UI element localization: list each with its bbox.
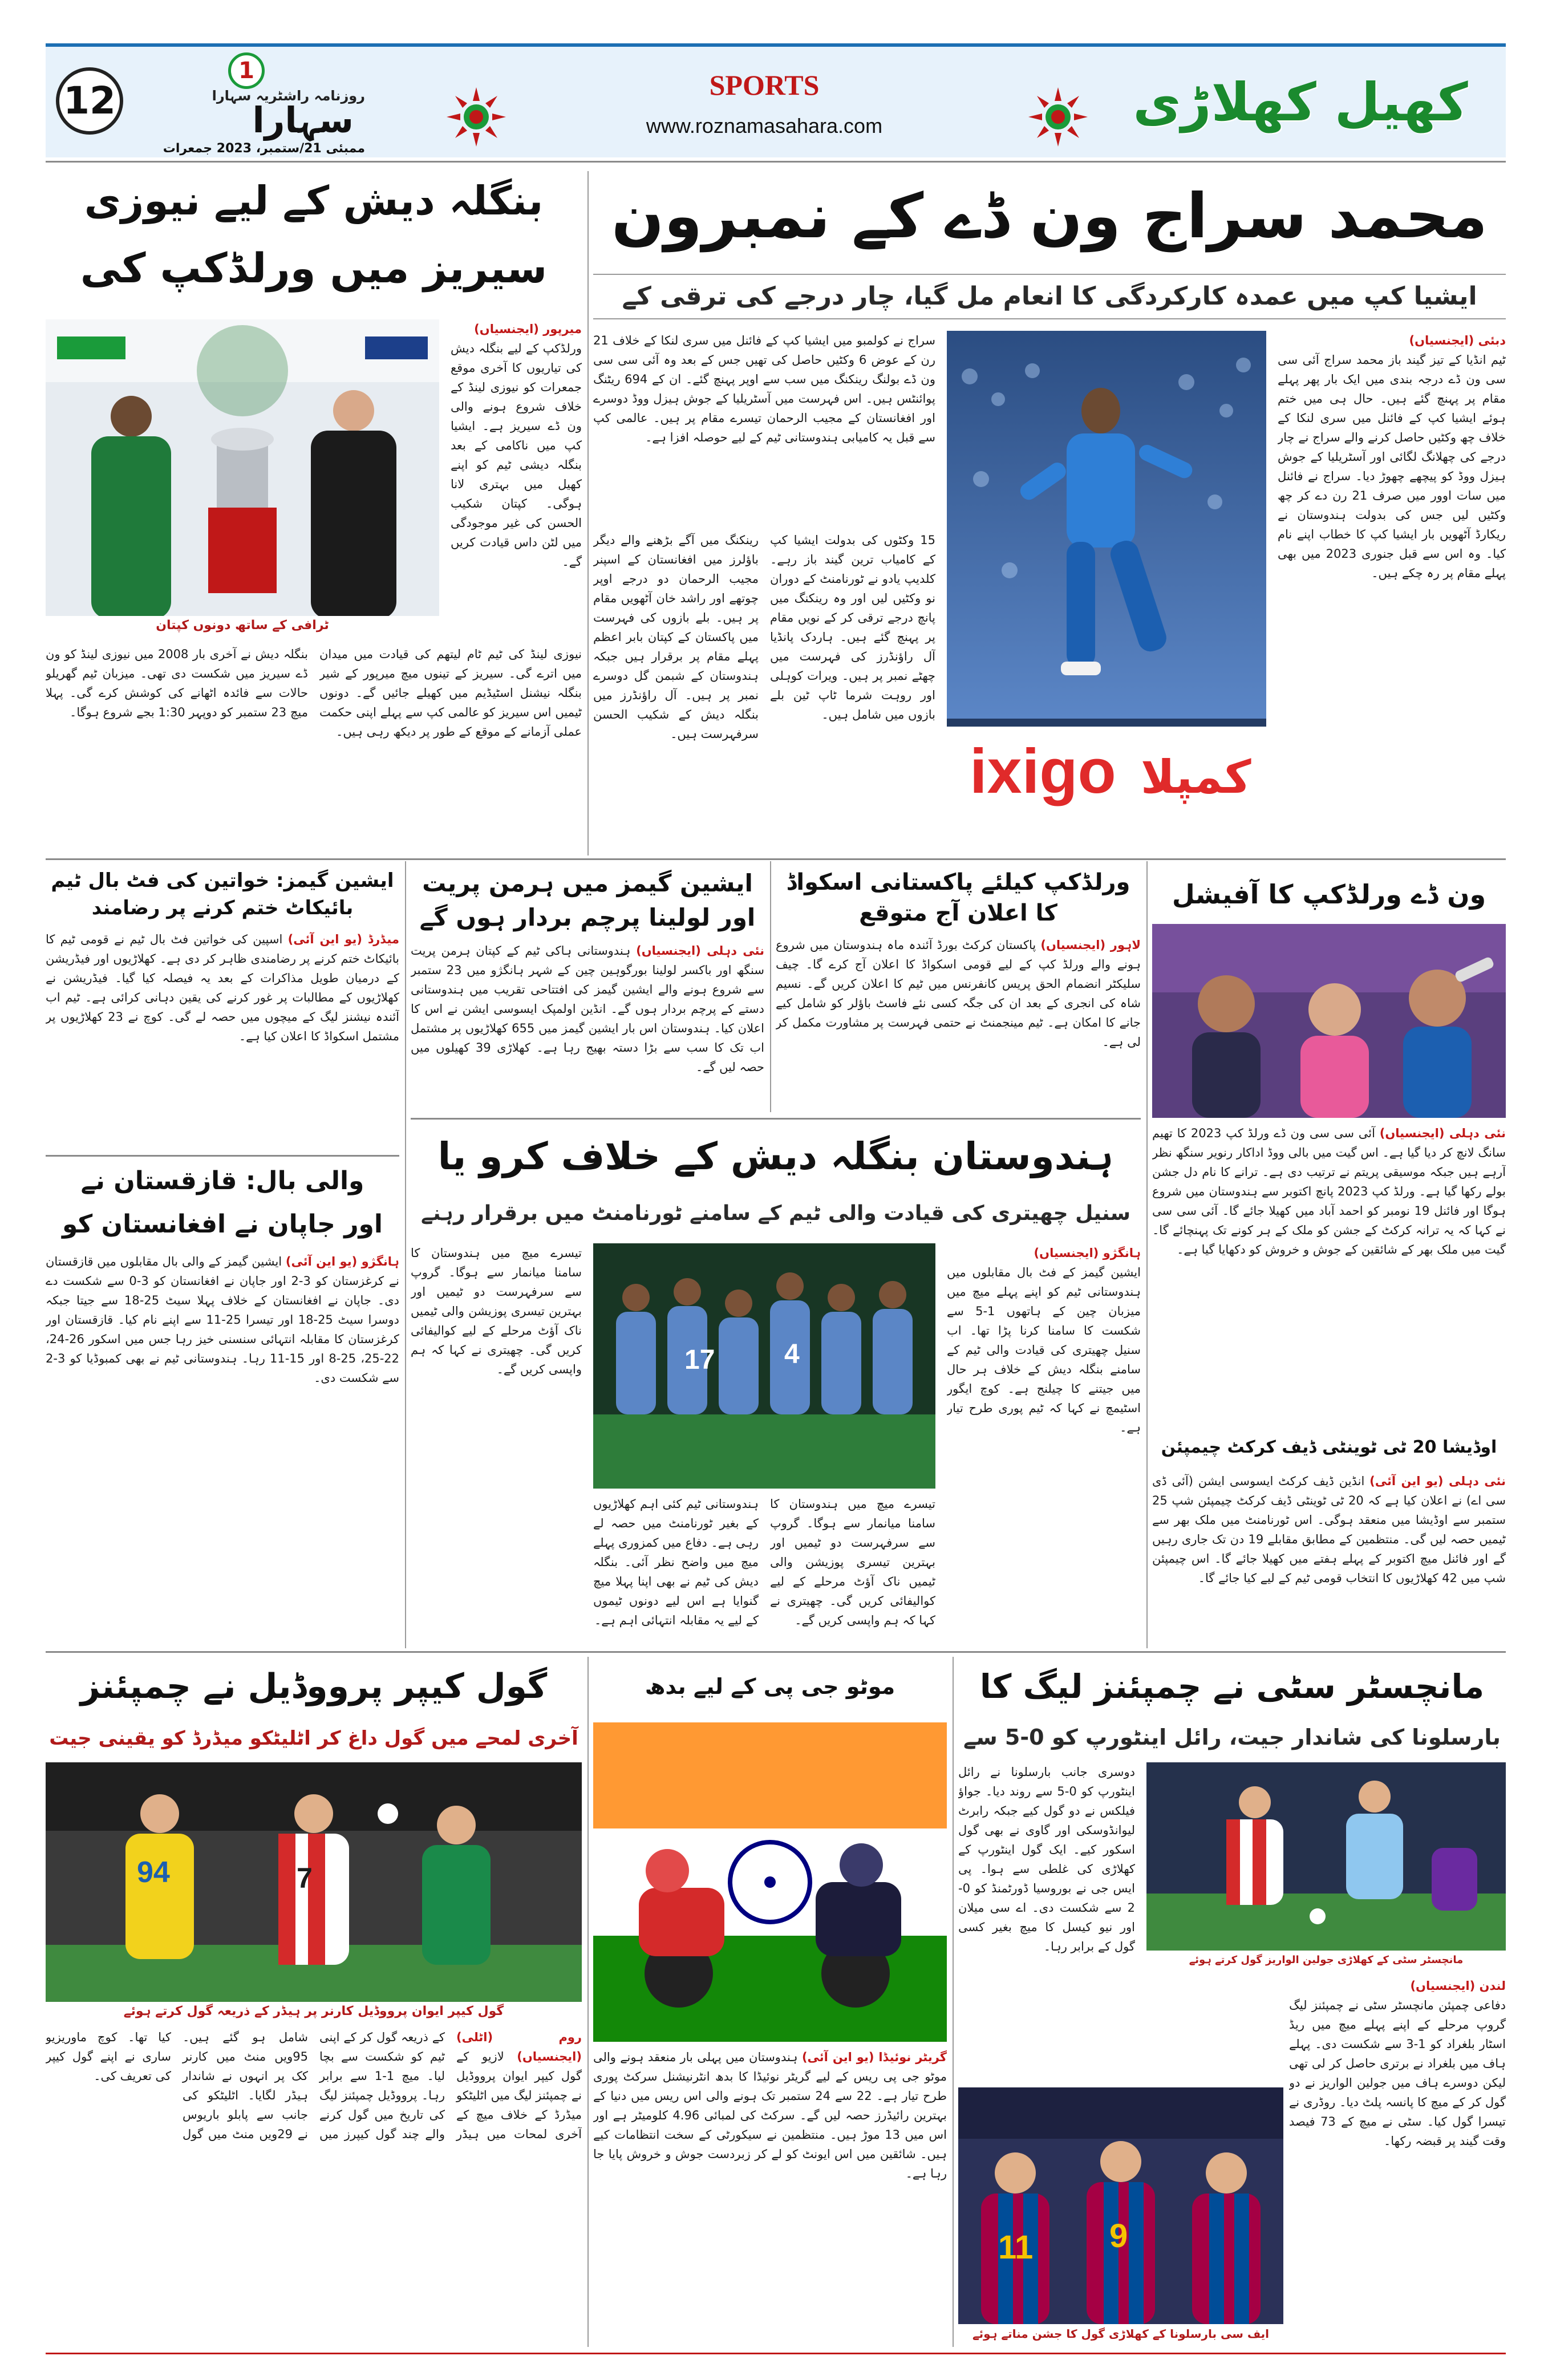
bangladesh-photo (46, 319, 439, 616)
divider (405, 861, 406, 1648)
city-col-1: دوسری جانب بارسلونا نے رائل اینٹورپ کو 0-5 سے روند دیا۔ جواؤ فیلکس نے دو گول کیے جبکہ رابرٹ لیوانڈوسکی اور گاوی نے بھی گول اسکور کیے۔ ایک گول اینٹورپ کے کھلاڑی کی غلطی سے ہوا۔ پی ایس جی نے بوروسیا ڈورٹمنڈ کو 0-2 سے شکست دی۔ اے سی میلان اور نیو کیسل کا میچ بغیر کسی گول کے برابر رہا۔ (958, 1765, 1135, 1953)
sun-emblem-icon (445, 86, 508, 148)
divider (411, 1118, 1141, 1120)
lead-subhead: ایشیا کپ میں عمدہ کارکردگی کا انعام مل گیا، چار درجے کی ترقی کے (593, 274, 1506, 319)
bangladesh-dateline: میرپور (ایجنسیاں) (474, 322, 582, 336)
sun-emblem-icon (1027, 86, 1089, 148)
bangladesh-col-2: بنگلہ دیش نے آخری بار 2008 میں نیوزی لینڈ کو ون ڈے سیریز میں شکست دی تھی۔ میزبان ٹیم گھریلو حالات سے فائدہ اٹھانے کی کوشش کرے گی۔ پہلا میچ 23 ستمبر کو دوپہر 1:30 بجے شروع ہوگا۔ (46, 647, 308, 719)
divider (1146, 861, 1148, 1648)
svg-text:4: 4 (784, 1339, 800, 1369)
anthem-photo (1152, 924, 1506, 1118)
india-team-illustration (593, 1243, 935, 1489)
asian-games-body (411, 941, 764, 1112)
india-football-dateline: ہانگژو (ایجنسیاں) (1034, 1246, 1141, 1260)
svg-text:17: 17 (684, 1345, 715, 1375)
volleyball-headline-1: والی بال: قازقستان نے (80, 1166, 364, 1195)
svg-text:7: 7 (297, 1862, 313, 1894)
motogp-photo (593, 1722, 947, 2042)
divider (46, 1155, 399, 1157)
lead-col-4: 15 وکٹوں کی بدولت ایشیا کپ کے کامیاب ترین گیند باز رہے۔ کلدیپ یادو نے ٹورنامنٹ کے دوران نو وکٹیں لیں اور وہ رینکنگ میں پانچ درجے ترقی کر کے نویں مقام پر پہنچ گئے ہیں۔ ہاردک پانڈیا آل راؤنڈرز کی فہرست میں چھٹے نمبر پر ہیں۔ ویرات کوہلی اور روہت شرما ٹاپ ٹین بلے بازوں میں شامل ہیں۔ (770, 533, 935, 721)
volleyball-body (46, 1252, 399, 1645)
paper-logo (143, 52, 371, 155)
bangladesh-col-1-text: ورلڈکپ کے لیے بنگلہ دیش کی تیاریوں کا آخری موقع جمعرات کو نیوزی لینڈ کے خلاف شروع ہونے والی ون ڈے سیریز ہے۔ ایشیا کپ میں ناکامی کے بعد بنگلہ دیشی ٹیم کو اپنے کھیل میں بہتری لانا ہوگی۔ کپتان شکیب الحسن کی غیر موجودگی میں لٹن داس قیادت کریں گے۔ (451, 342, 582, 569)
anthem-body-text: آئی سی سی ون ڈے ورلڈ کپ 2023 کا تھیم سانگ لانچ کر دیا گیا ہے۔ اس گیت میں بالی ووڈ اداکار رنویر سنگھ نظر آرہے ہیں جبکہ موسیقی پریتم نے ترتیب دی ہے۔ ترانے کا نام دل جشن بولے رکھا گیا ہے۔ ورلڈ کپ 2023 پانچ اکتوبر سے ہندوستان میں شروع ہوگا اور فائنل 19 نومبر کو احمد آباد میں کھیلا جائے گا۔ آئی سی سی نے کہا کہ یہ ترانہ کرکٹ کے جشن کو ملک کے ہر کونے تک پہنچائے گا۔ گیت میں ملک بھر کے شائقین کے جوش و خروش کو دکھایا گیا ہے۔ (1152, 1126, 1506, 1256)
pakistan-squad-headline: ورلڈکپ کیلئے پاکستانی اسکواڈ کا اعلان آج متوقع (786, 869, 1130, 926)
women-football-dateline: میڈرڈ (یو این آئی) (287, 932, 399, 946)
india-football-col-1-text: ایشین گیمز کے فٹ بال مقابلوں میں ہندوستانی ٹیم کو اپنے پہلے میچ میں میزبان چین کے ہاتھوں 1-5 سے شکست کا سامنا کرنا پڑا تھا۔ اب سنیل چھیتری کی قیادت والی ٹیم کے سامنے بنگلہ دیش کے خلاف ہر حال میں جیتنے کا چیلنج ہے۔ کوچ ایگور اسٹیمچ نے کہا کہ ٹیم پوری طرح تیار ہے۔ (947, 1266, 1141, 1434)
pakistan-dateline: لاہور (ایجنسیاں) (1040, 938, 1141, 952)
divider (587, 1657, 589, 2347)
city-col-2 (1289, 1976, 1506, 2347)
women-football-body-text: اسپین کی خواتین فٹ بال ٹیم نے قومی ٹیم کا بائیکاٹ ختم کرنے پر رضامندی ظاہر کر دی ہے۔ کھلاڑیوں اور فیڈریشن کے درمیان طویل مذاکرات کے بعد یہ فیصلہ کیا گیا۔ فیڈریشن نے کھلاڑیوں کے مطالبات پر غور کرنے کی یقین دہانی کرائی ہے۔ ٹیم اب آئندہ نیشنز لیگ کے میچوں میں حصہ لے گی۔ کوچ نے 23 کھلاڑیوں پر مشتمل اسکواڈ کا اعلان کیا ہے۔ (46, 932, 399, 1043)
paper-name-big: سہارا (252, 99, 354, 141)
bangladesh-col-3: نیوزی لینڈ کی ٹیم ٹام لیتھم کی قیادت میں میدان میں اترے گی۔ سیریز کے تینوں میچ میرپور کے شیر بنگلہ نیشنل اسٹیڈیم میں کھیلے جائیں گے۔ دونوں ٹیمیں اس سیریز کو عالمی کپ سے پہلے اپنی حکمت عملی آزمانے کے موقع کے طور پر دیکھ رہی ہیں۔ (319, 647, 582, 739)
lead-headline: محمد سراج ون ڈے کے نمبرون (611, 181, 1488, 252)
india-football-col-3: تیسرے میچ میں ہندوستان کا سامنا میانمار سے ہوگا۔ گروپ سے سرفہرست دو ٹیمیں اور بہترین تیسری پوزیشن والی ٹیمیں ناک آؤٹ مرحلے کے لیے کوالیفائی کریں گی۔ چھیتری نے کہا کہ ہم واپسی کریں گے۔ (770, 1497, 935, 1627)
anthem-dateline: نئی دہلی (ایجنسیاں) (1379, 1126, 1506, 1140)
lead-col-1 (1278, 331, 1506, 833)
goalkeeper-body (46, 2028, 582, 2347)
lead-col-3: رینکنگ میں آگے بڑھنے والے دیگر باؤلرز میں افغانستان کے اسپنر مجیب الرحمان دو درجے اوپر چوتھے اور راشد خان آٹھویں مقام پر ہیں۔ بلے بازوں کی فہرست میں پاکستان کے کپتان بابر اعظم پہلے مقام پر برقرار ہیں جبکہ ہندوستان کے شبمن گل دوسرے نمبر پر ہیں۔ آل راؤنڈرز میں بنگلہ دیش کے شکیب الحسن سرفہرست ہیں۔ (593, 533, 759, 741)
divider (953, 1657, 954, 2347)
captains-trophy-illustration (46, 319, 439, 616)
bangladesh-col-1 (451, 319, 582, 639)
motogp-body-text: ہندوستان میں پہلی بار منعقد ہونے والی موٹو جی پی ریس کے لیے گریٹر نوئیڈا کا بدھ انٹرنیشنل سرکٹ پوری طرح تیار ہے۔ 22 سے 24 ستمبر تک ہونے والی اس ریس میں دنیا کے بہترین رائیڈرز حصہ لیں گے۔ سرکٹ کی لمبائی 4.96 کلومیٹر ہے اور اس میں 13 موڑ ہیں۔ منتظمین نے سیکورٹی کے سخت انتظامات کیے ہیں۔ شائقین میں اس ایونٹ کو لے کر زبردست جوش و خروش پایا جا رہا ہے۔ (593, 2050, 947, 2180)
section-en: SPORTS (709, 69, 820, 101)
svg-text:ixigo: ixigo (970, 736, 1116, 806)
barcelona-photo (958, 2087, 1283, 2324)
motogp-body (593, 2047, 947, 2347)
footer-rule (46, 2353, 1506, 2354)
city-dateline: لندن (ایجنسیاں) (1410, 1979, 1506, 1993)
volleyball-headline-2: اور جاپان نے افغانستان کو (62, 1210, 383, 1239)
masthead-rule (46, 161, 1506, 163)
deaf-dateline: نئی دہلی (یو این آئی) (1369, 1474, 1506, 1488)
deaf-cricket-body (1152, 1471, 1506, 1648)
section-title-urdu: کھیل کھلاڑی (1133, 72, 1468, 133)
edition-line: ممبئی 21/ستمبر، 2023 جمعرات (163, 141, 365, 156)
city-photo (1146, 1762, 1506, 1951)
city-subhead: بارسلونا کی شاندار جیت، رائل اینٹورپ کو 0-5 سے (963, 1725, 1501, 1750)
lead-col-2: سراج نے کولمبو میں ایشیا کپ کے فائنل میں سری لنکا کے خلاف 21 رن کے عوض 6 وکٹیں حاصل کی تھیں جس کے بعد وہ آئی سی سی ون ڈے بولنگ رینکنگ میں سب سے اوپر پہنچ گئے۔ ان کے 694 ریٹنگ پوائنٹس ہیں۔ اس فہرست میں آسٹریلیا کے جوش ہیزل ووڈ دوسرے اور افغانستان کے مجیب الرحمان تیسرے مقام پر ہیں۔ عالمی کپ سے قبل یہ کامیابی ہندوستانی ٹیم کے لیے حوصلہ افزا ہے۔ (593, 334, 935, 444)
goalkeeper-header-illustration (46, 1762, 582, 2002)
barcelona-photo-caption: ایف سی بارسلونا کے کھلاڑی گول کا جشن مناتے ہوئے (958, 2324, 1283, 2347)
india-football-col-4: تیسرے میچ میں ہندوستان کا سامنا میانمار سے ہوگا۔ گروپ سے سرفہرست دو ٹیمیں اور بہترین تیسری پوزیشن والی ٹیمیں ناک آؤٹ مرحلے کے لیے کوالیفائی کریں گی۔ چھیتری نے کہا کہ ہم واپسی کریں گے۔ (411, 1246, 582, 1376)
logo-badge: 1 (228, 52, 265, 89)
divider (46, 858, 1506, 860)
svg-text:9: 9 (1109, 2217, 1128, 2255)
svg-text:94: 94 (137, 1856, 170, 1889)
city-headline: مانچسٹر سٹی نے چمپئنز لیگ کا (979, 1667, 1485, 1706)
deaf-cricket-headline: اوڈیشا 20 ٹی ٹوینٹی ڈیف کرکٹ چیمپئن (1161, 1437, 1497, 1457)
city-goal-illustration (1146, 1762, 1506, 1951)
bangladesh-headline-1: بنگلہ دیش کے لیے نیوزی (84, 177, 544, 224)
pakistan-squad-body (776, 935, 1141, 1112)
page-number: 12 (56, 67, 123, 135)
pakistan-body-text: پاکستان کرکٹ بورڈ آئندہ ماہ ہندوستان میں شروع ہونے والے ورلڈ کپ کے لیے قومی اسکواڈ کا اعلان آج کرے گا۔ چیف سلیکٹر انضمام الحق پریس کانفرنس میں ٹیم کا اعلان کریں گے۔ نسیم شاہ کی انجری کے بعد ان کی جگہ کسی نئے فاسٹ باؤلر کو شامل کیے جانے کا امکان ہے۔ ٹیم مینجمنٹ نے حتمی فہرست پر مشاورت مکمل کر لی ہے۔ (776, 938, 1141, 1049)
india-football-col-1 (947, 1243, 1141, 1648)
lead-dateline: دبئی (ایجنسیاں) (1409, 334, 1506, 347)
paper-name-small: روزنامہ راشٹریہ سہارا (212, 88, 365, 104)
divider (770, 861, 771, 1112)
women-football-headline: ایشین گیمز: خواتین کی فٹ بال ٹیم بائیکاٹ ختم کرنے پر رضامند (51, 869, 394, 919)
india-football-subhead: سنیل چھیتری کی قیادت والی ٹیم کے سامنے ٹورنامنٹ میں برقرار رہنے (420, 1202, 1131, 1225)
women-football-body (46, 930, 399, 1152)
goalkeeper-headline: گول کیپر پرووڈیل نے چمپئنز (80, 1667, 548, 1706)
bangladesh-photo-caption: ٹرافی کے ساتھ دونوں کپتان (46, 616, 439, 635)
goalkeeper-photo-caption: گول کیپر ایوان پرووڈیل کارنر پر ہیڈر کے ذریعہ گول کرتے ہوئے (46, 2002, 582, 2022)
goalkeeper-body-text: لازیو کے گول کیپر ایوان پرووڈیل نے چمپئنز لیگ میں اٹلیٹکو میڈرڈ کے خلاف میچ کے آخری لمحات میں ہیڈر کے ذریعہ گول کر کے اپنی ٹیم کو شکست سے بچا لیا۔ میچ 1-1 سے برابر رہا۔ پرووڈیل چمپئنز لیگ کی تاریخ میں گول کرنے والے چند گول کیپرز میں شامل ہو گئے ہیں۔ 95ویں منٹ میں کارنر کک پر انہوں نے شاندار ہیڈر لگایا۔ اٹلیٹکو کی جانب سے پابلو باریوس نے 29ویں منٹ میں گول کیا تھا۔ کوچ ماوریزیو ساری نے اپنے گول کیپر کی تعریف کی۔ (46, 2030, 582, 2141)
volleyball-body-text: ایشین گیمز کے والی بال مقابلوں میں قازقستان نے کرغزستان کو 3-2 اور جاپان نے افغانستان کو 3-0 سے شکست دے دی۔ جاپان نے افغانستان کے خلاف پہلا سیٹ 25-18 سے جیتا جبکہ دوسرا سیٹ 25-18 اور تیسرا 25-11 سے اپنے نام کیا۔ قازقستان اور کرغزستان کا مقابلہ انتہائی سنسنی خیز رہا جس میں اسکور 26-24، 22-25، 25-8 اور 15-11 رہا۔ ہندوستانی ٹیم نے بھی کمبوڈیا کو 3-2 سے شکست دی۔ (46, 1255, 399, 1385)
lead-col-1-text: ٹیم انڈیا کے تیز گیند باز محمد سراج آئی سی سی ون ڈے درجہ بندی میں ایک بار پھر پہلے مقام پر پہنچ گئے ہیں۔ حال ہی میں ختم ہوئے ایشیا کپ کے فائنل میں سری لنکا کے خلاف چھ وکٹیں حاصل کرنے والے سراج نے چار درجے کی چھلانگ لگائی اور آسٹریلیا کے جوش ہیزل ووڈ کو پیچھے چھوڑ دیا۔ سراج نے فائنل میں سات اوور میں صرف 21 رن دے کر چھ وکٹیں لیں جس کی بدولت ہندوستان نے ریکارڈ آٹھویں بار ایشیا کپ کا خطاب اپنے نام کیا۔ وہ اس سے قبل جنوری 2023 میں بھی پہلے مقام پر رہ چکے ہیں۔ (1278, 353, 1506, 580)
lead-photo (947, 331, 1266, 833)
india-football-col-2: ہندوستانی ٹیم کئی اہم کھلاڑیوں کے بغیر ٹورنامنٹ میں حصہ لے رہی ہے۔ دفاع میں کمزوری پہلے میچ میں واضح نظر آئی۔ بنگلہ دیش کی ٹیم نے بھی اپنا پہلا میچ گنوایا ہے اس لیے دونوں ٹیموں کے لیے یہ مقابلہ انتہائی اہم ہے۔ (593, 1497, 759, 1627)
asian-games-body-text: ہندوستانی ہاکی ٹیم کے کپتان ہرمن پریت سنگھ اور باکسر لولینا بورگوہین چین کے شہر ہانگژو میں 23 ستمبر سے شروع ہونے والے ایشین گیمز کی افتتاحی تقریب میں ہندوستانی دستے کے پرچم بردار ہوں گے۔ انڈین اولمپک ایسوسی ایشن نے اس کا اعلان کیا۔ ہندوستان اس بار ایشین گیمز میں 655 کھلاڑیوں پر مشتمل اب تک کا سب سے بڑا دستہ بھیج رہا ہے۔ کھلاڑی 39 کھیلوں میں حصہ لیں گے۔ (411, 944, 764, 1074)
website[interactable]: www.roznamasahara.com (646, 114, 883, 137)
goalkeeper-dateline: روم (اٹلی) (ایجنسیاں) (456, 2030, 582, 2063)
motogp-flag-bikes-illustration (593, 1722, 947, 2042)
volleyball-dateline: ہانگژو (یو این آئی) (285, 1255, 399, 1268)
city-col-2-text: دفاعی چمپئن مانچسٹر سٹی نے چمپئنز لیگ گروپ مرحلے کے اپنے پہلے میچ میں ریڈ اسٹار بلغراد کو 1-3 سے شکست دی۔ پہلے ہاف میں بلغراد نے برتری حاصل کر لی تھی لیکن دوسرے ہاف میں جولین الواریز نے دو گول کر کے میچ کا پانسہ پلٹ دیا۔ روڈری نے تیسرا گول کیا۔ سٹی نے میچ کے 73 فیصد وقت گیند پر قبضہ رکھا۔ (1289, 1998, 1506, 2148)
city-photo-caption: مانچسٹر سٹی کے کھلاڑی جولین الواریز گول کرتے ہوئے (1146, 1951, 1506, 1971)
goalkeeper-subhead: آخری لمحے میں گول داغ کر اٹلیٹکو میڈرڈ کو یقینی جیت (49, 1727, 578, 1750)
motogp-dateline: گریٹر نوئیڈا (یو این آئی) (801, 2050, 947, 2064)
barcelona-celebration-illustration (958, 2087, 1283, 2324)
anthem-body (1152, 1124, 1506, 1426)
motogp-headline: موٹو جی پی کے لیے بدھ (645, 1674, 895, 1699)
asian-games-headline-1: ایشین گیمز میں ہرمن پریت (422, 869, 753, 897)
divider (587, 171, 589, 855)
siraj-photo-illustration (947, 331, 1266, 833)
goalkeeper-photo (46, 1762, 582, 2002)
asian-games-headline-2: اور لولینا پرچم بردار ہوں گے (419, 903, 756, 931)
svg-text:11: 11 (998, 2229, 1034, 2266)
india-football-headline: ہندوستان بنگلہ دیش کے خلاف کرو یا (437, 1134, 1114, 1178)
svg-text:کمپلا: کمپلا (1141, 751, 1251, 804)
asian-games-dateline: نئی دہلی (ایجنسیاں) (636, 944, 764, 958)
bangladesh-headline-2: سیریز میں ورلڈکپ کی (80, 244, 548, 292)
divider (46, 1651, 1506, 1653)
india-football-photo (593, 1243, 935, 1489)
anthem-headline: ون ڈے ورلڈکپ کا آفیشل (1172, 879, 1486, 910)
anthem-launch-illustration (1152, 924, 1506, 1118)
deaf-body-text: انڈین ڈیف کرکٹ ایسوسی ایشن (آئی ڈی سی اے) نے اعلان کیا ہے کہ 20 ٹی ٹوینٹی ڈیف کرکٹ چیمپئن شپ 25 ستمبر سے اوڈیشا میں منعقد ہوگی۔ اس ٹورنامنٹ میں ملک بھر سے ٹیمیں حصہ لیں گی۔ منتظمین کے مطابق مقابلے 19 دن تک جاری رہیں گے اور فائنل میچ اکتوبر کے پہلے ہفتے میں کھیلا جائے گا۔ اس چیمپئن شپ میں 42 کھلاڑیوں کا انتخاب قومی ٹیم کے لیے کیا جائے گا۔ (1152, 1474, 1506, 1585)
